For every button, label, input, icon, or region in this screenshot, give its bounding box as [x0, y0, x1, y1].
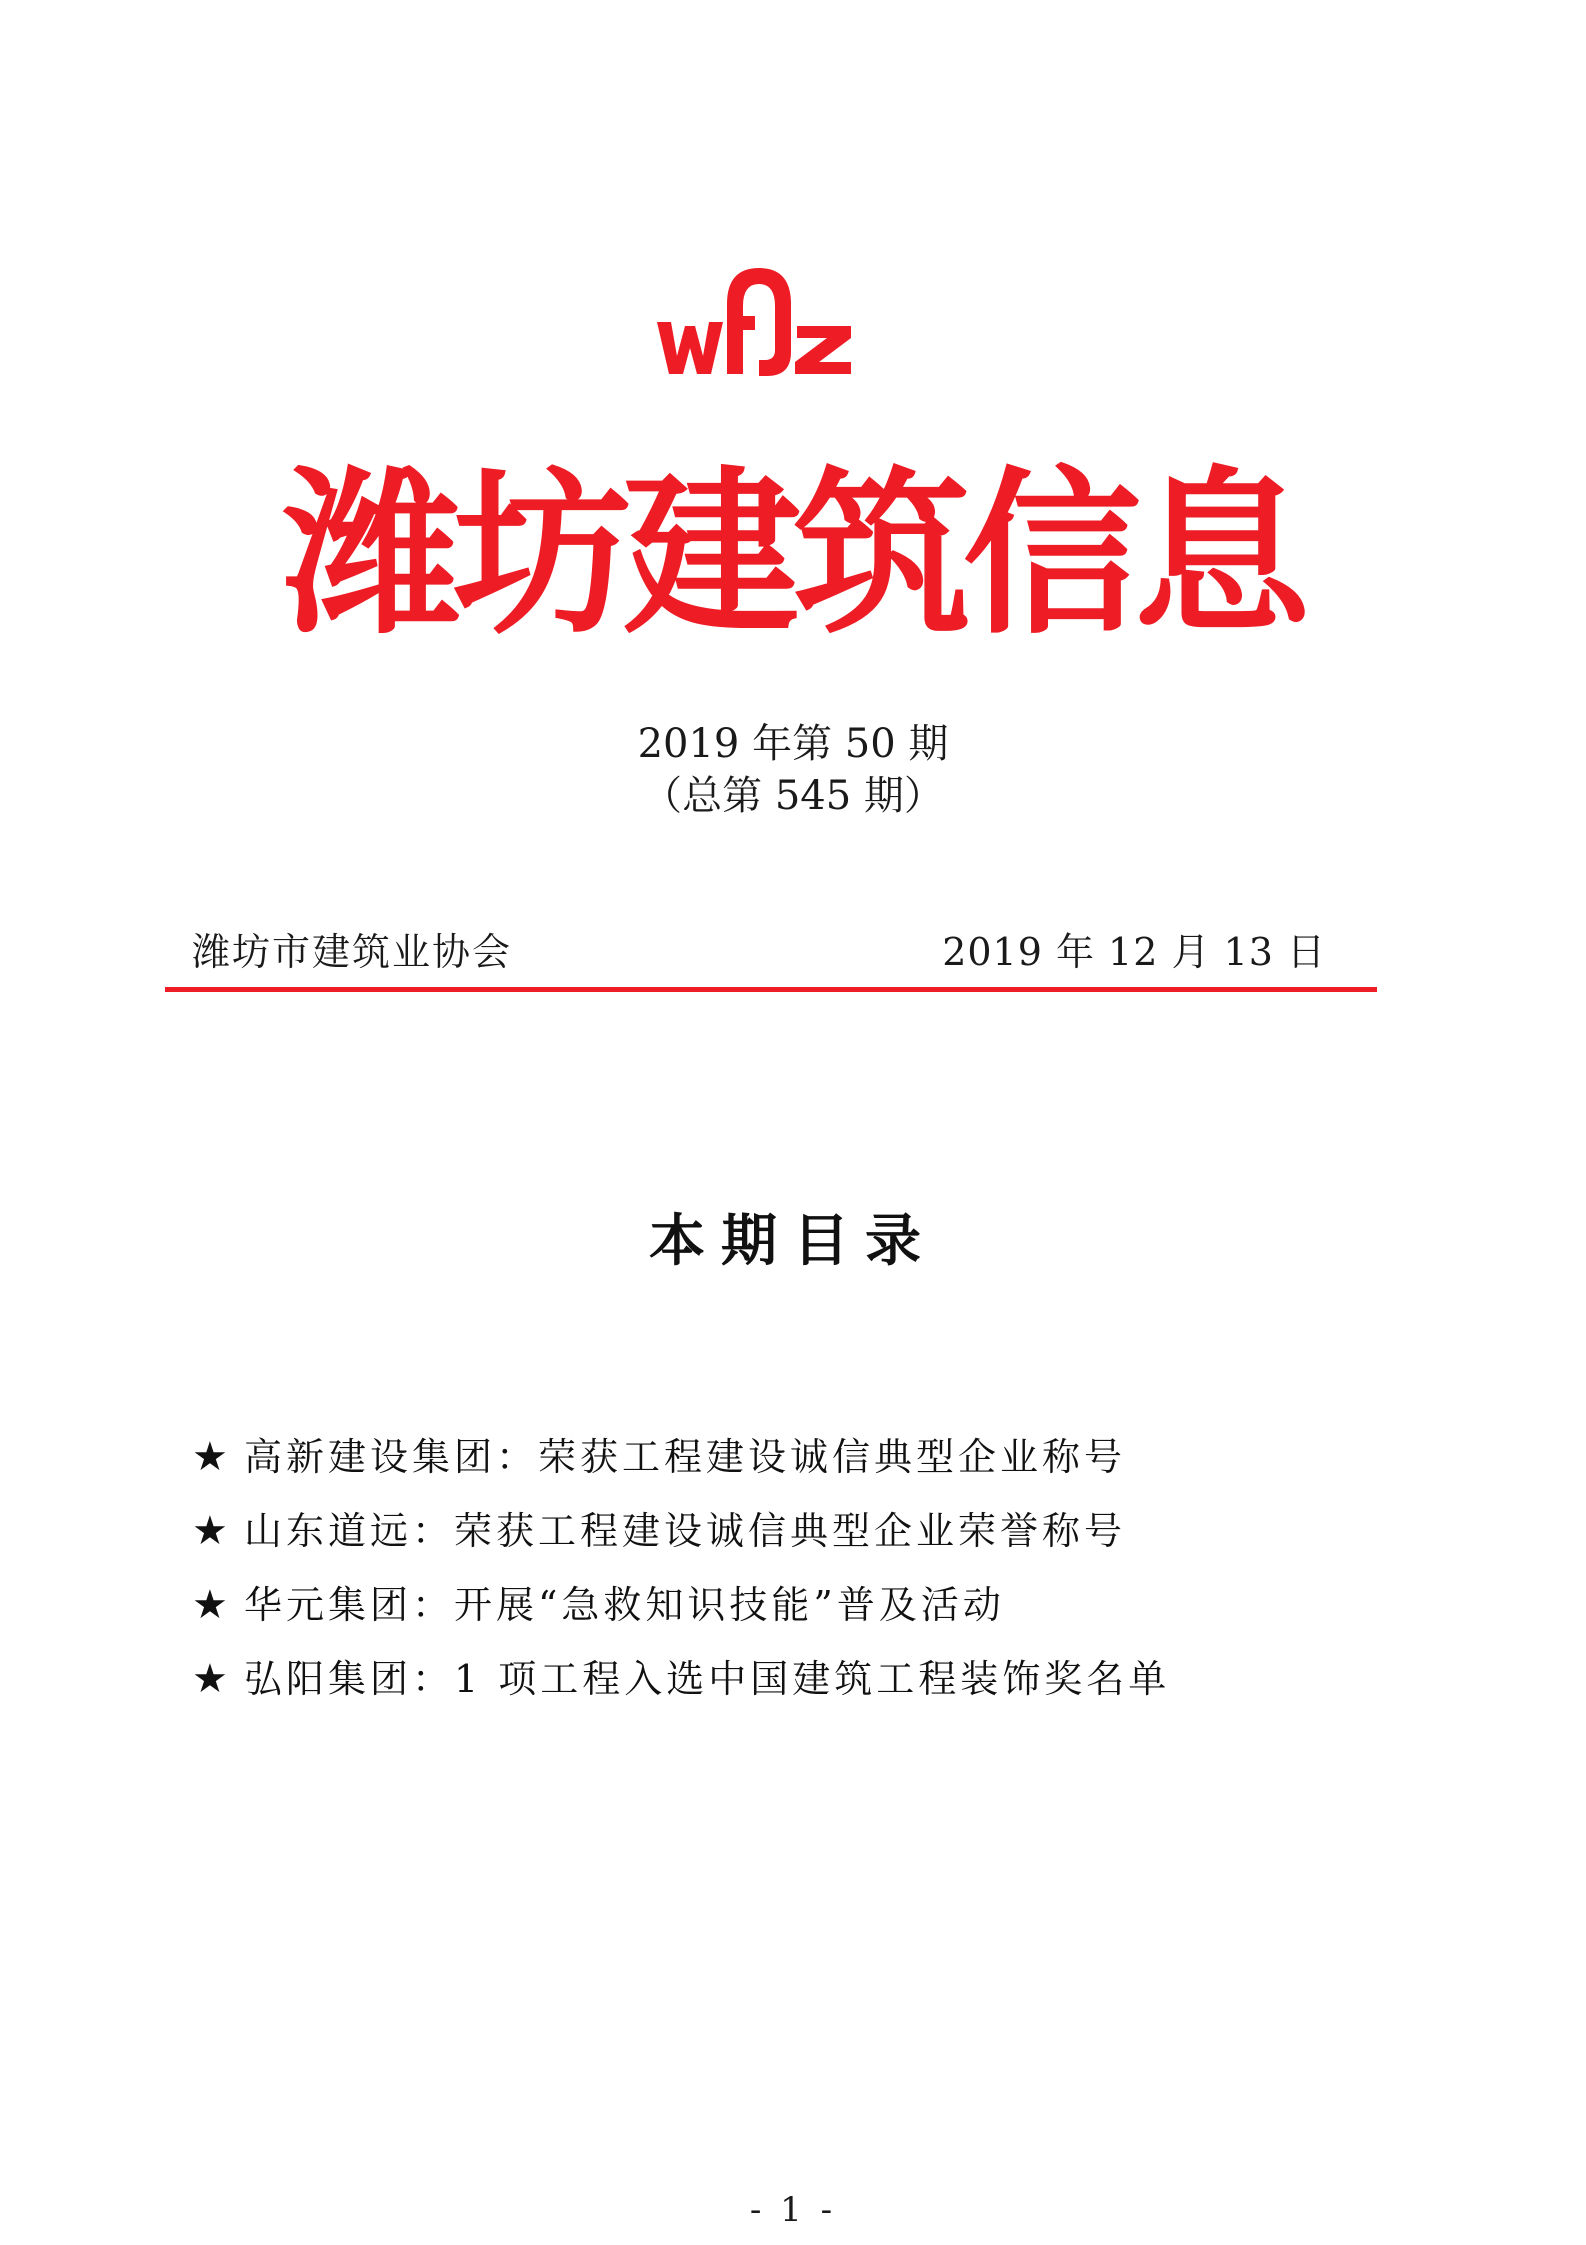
- toc-item: [192, 1642, 1170, 1716]
- wfjz-logo: [655, 252, 855, 382]
- toc-item: [192, 1494, 1170, 1568]
- logo-letter-z: [795, 326, 851, 374]
- toc-list: [192, 1420, 1170, 1716]
- star-bullet-icon: ★: [192, 1508, 232, 1554]
- toc-heading: 本期目录: [649, 1209, 937, 1274]
- page-number: - 1 -: [749, 2190, 837, 2230]
- toc-item-text: 华元集团：开展“急救知识技能”普及活动: [244, 1583, 1005, 1627]
- star-bullet-icon: ★: [192, 1434, 232, 1480]
- issue-number: 2019 年第 50 期: [637, 721, 949, 767]
- toc-item-text: 弘阳集团：1 项工程入选中国建筑工程装饰奖名单: [244, 1657, 1171, 1701]
- logo-letter-fj: [727, 268, 791, 376]
- toc-item-text: 高新建设集团：荣获工程建设诚信典型企业称号: [244, 1435, 1127, 1479]
- total-issue-number: （总第 545 期）: [642, 773, 944, 819]
- toc-item: [192, 1420, 1170, 1494]
- toc-item-text: 山东道远：荣获工程建设诚信典型企业荣誉称号: [244, 1509, 1127, 1553]
- star-bullet-icon: ★: [192, 1656, 232, 1702]
- toc-item: [192, 1568, 1170, 1642]
- publication-date: 2019 年 12 月 13 日: [942, 930, 1326, 974]
- logo-letter-w: [657, 322, 723, 374]
- header-divider: [165, 987, 1377, 992]
- star-bullet-icon: ★: [192, 1582, 232, 1628]
- publication-title: 潍坊建筑信息: [283, 451, 1303, 658]
- publisher-name: 潍坊市建筑业协会: [192, 930, 513, 974]
